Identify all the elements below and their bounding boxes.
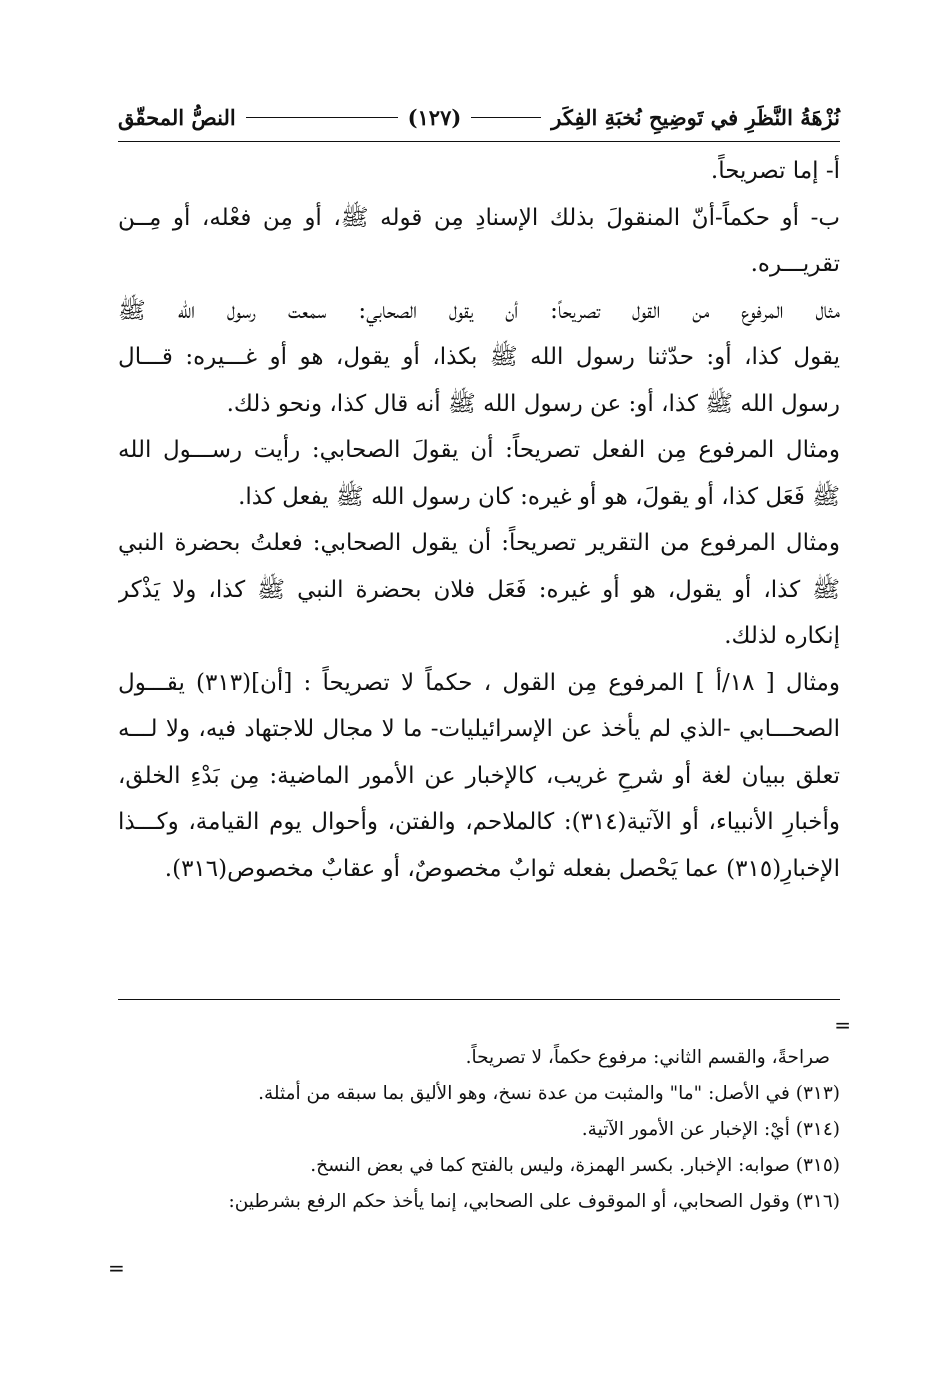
footnotes [140, 1040, 840, 1220]
footnote-divider [118, 999, 840, 1000]
header-underline [118, 141, 840, 142]
header-section-title: النصُّ المحقّق [118, 104, 236, 130]
text-line: تقريـــره. [750, 251, 840, 277]
text-line: مثال المرفوع من القول تصريحاً: أن يقول الصحابي: سمعت رسول الله ﷺ [118, 297, 840, 324]
continuation-mark-bottom: = [108, 1256, 125, 1280]
footnote-line: (٣١٤) أيْ: الإخبار عن الأمور الآتية. [581, 1119, 840, 1140]
text-line: ﷺ كذا، أو يقول، هو أو غيره: فَعَل فلان بحضرة النبي ﷺ كذا، ولا يَذْكر [118, 576, 840, 603]
text-line: ﷺ فَعَل كذا، أو يقولَ، هو أو غيره: كان رسول الله ﷺ يفعل كذا. [238, 483, 840, 510]
continuation-mark-top: = [834, 1013, 851, 1037]
text-line: رسول الله ﷺ كذا، أو: عن رسول الله ﷺ أنه قال كذا، ونحو ذلك. [226, 390, 840, 417]
text-line: أ- إما تصريحاً. [710, 158, 840, 184]
footnote-line: (٣١٣) في الأصل: "ما" والمثبت من عدة نسخ، وهو الأليق بما سبقه من أمثلة. [258, 1083, 840, 1104]
header-rule [246, 117, 398, 118]
footnote-line: (٣١٦) وقول الصحابي، أو الموقوف على الصحابي، إنما يأخذ حكم الرفع بشرطين: [228, 1191, 840, 1212]
footnote-line: (٣١٥) صوابه: الإخبار. بكسر الهمزة، وليس بالفتح كما في بعض النسخ. [310, 1155, 840, 1176]
text-line: الصحـــابي -الذي لم يأخذ عن الإسرائيليات- ما لا مجال للاجتهاد فيه، ولا لـــه [118, 716, 840, 742]
main-text [118, 148, 840, 892]
footnote-line: صراحةً، والقسم الثاني: مرفوع حكماً، لا تصريحاً. [465, 1047, 830, 1068]
text-line: تعلق ببيان لغة أو شرحِ غريب، كالإخبار عن الأمور الماضية: مِن بَدْءِ الخلق، [118, 762, 840, 789]
header-rule [471, 117, 541, 118]
text-line: ومثال [ ١٨/أ ] المرفوع مِن القول ، حكماً لا تصريحاً : [أن](٣١٣) يقـــول [118, 669, 840, 696]
text-line: يقول كذا، أو: حدّثنا رسول الله ﷺ بكذا، أو يقول، هو أو غـــيره: قـــال [118, 344, 840, 370]
text-line: ومثال المرفوع من التقرير تصريحاً: أن يقول الصحابي: فعلتُ بحضرة النبي [118, 530, 840, 556]
text-line: ومثال المرفوع مِن الفعل تصريحاً: أن يقولَ الصحابي: رأيت رســـول الله [118, 437, 840, 463]
text-line: الإخبارِ(٣١٥) عما يَحْصل بفعله ثوابٌ مخصوصٌ، أو عقابٌ مخصوص(٣١٦). [164, 855, 840, 882]
running-header [118, 95, 840, 139]
page-number: (١٢٧) [407, 104, 462, 130]
text-line: ب- أو حكماً-أنّ المنقولَ بذلك الإسنادِ مِن قوله ﷺ، أو مِن فعْله، أو مِــن [118, 204, 840, 231]
header-book-title: نُزْهَةُ النَّظَرِ في تَوضِيحِ نُخبَةِ الفِكَر [551, 104, 840, 130]
text-line: إنكاره لذلك. [724, 623, 840, 649]
text-line: وأخبارِ الأنبياء، أو الآتية(٣١٤): كالملاحم، والفتن، وأحوال يوم القيامة، وكـــذا [118, 809, 840, 835]
